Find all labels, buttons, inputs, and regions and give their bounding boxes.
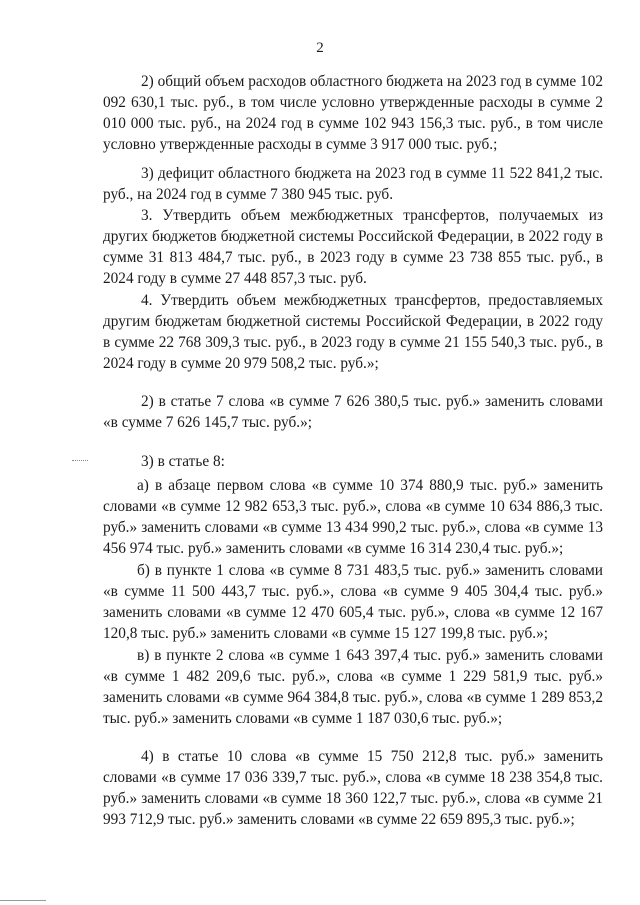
page-number: 2 [316, 40, 324, 56]
scan-corner-mark [0, 900, 46, 901]
paragraph-article-10: 4) в статье 10 слова «в сумме 15 750 212,8 тыс. руб.» заменить словами «в сумме 17 036 339,7 тыс. руб.», слова «в сумме 18 238 354,8 тыс. руб.» заменить словами «в сумме 18 360 122,7 тыс. руб.», слова «в сумме 21 993 712,9 тыс. руб.» заменить словами «в сумме 22 659 895,3 тыс. руб.»; [103, 748, 603, 828]
paragraph-article-8-a: а) в абзаце первом слова «в сумме 10 374 880,9 тыс. руб.» заменить словами «в сумме 12 982 653,3 тыс. руб.», слова «в сумме 10 634 886,3 тыс. руб.» заменить словами «в сумме 13 434 990,2 тыс. руб.», слова «в сумме 13 456 974 тыс. руб.» заменить словами «в сумме 16 314 230,4 тыс. руб.»; [103, 477, 603, 557]
paragraph-deficit: 3) дефицит областного бюджета на 2023 год в сумме 11 522 841,2 тыс. руб., на 2024 год в сумме 7 380 945 тыс. руб. [103, 165, 603, 203]
paragraph-article-8-c: в) в пункте 2 слова «в сумме 1 643 397,4 тыс. руб.» заменить словами «в сумме 1 482 209,6 тыс. руб.», слова «в сумме 1 229 581,9 тыс. руб.» заменить словами «в сумме 964 384,8 тыс. руб.», слова «в сумме 1 289 853,2 тыс. руб.» заменить словами «в сумме 1 187 030,6 тыс. руб.»; [103, 647, 603, 727]
paragraph-article-8-heading: 3) в статье 8: [141, 453, 225, 470]
paragraph-expenses-total: 2) общий объем расходов областного бюджета на 2023 год в сумме 102 092 630,1 тыс. руб., в том числе условно утвержденные расходы в сумме 2 010 000 тыс. руб., на 2024 год в сумме 102 943 156,3 тыс. руб., в том числе условно утвержденные расходы в сумме 3 917 000 тыс. руб.; [103, 73, 603, 153]
margin-mark [72, 460, 88, 462]
paragraph-transfers-received: 3. Утвердить объем межбюджетных трансфертов, получаемых из других бюджетов бюджетной системы Российской Федерации, в 2022 году в сумме 31 813 484,7 тыс. руб., в 2023 году в сумме 23 738 855 тыс. руб., в 2024 году в сумме 27 448 857,3 тыс. руб. [103, 207, 603, 287]
paragraph-article-7: 2) в статье 7 слова «в сумме 7 626 380,5 тыс. руб.» заменить словами «в сумме 7 626 145,7 тыс. руб.»; [103, 393, 603, 431]
paragraph-transfers-provided: 4. Утвердить объем межбюджетных трансфертов, предоставляемых другим бюджетам бюджетной системы Российской Федерации, в 2022 году в сумме 22 768 309,3 тыс. руб., в 2023 году в сумме 21 155 540,3 тыс. руб., в 2024 году в сумме 20 979 508,2 тыс. руб.»; [103, 292, 603, 372]
paragraph-article-8-b: б) в пункте 1 слова «в сумме 8 731 483,5 тыс. руб.» заменить словами «в сумме 11 500 443,7 тыс. руб.», слова «в сумме 9 405 304,4 тыс. руб.» заменить словами «в сумме 12 470 605,4 тыс. руб.», слова «в сумме 12 167 120,8 тыс. руб.» заменить словами «в сумме 15 127 199,8 тыс. руб.»; [103, 562, 603, 642]
